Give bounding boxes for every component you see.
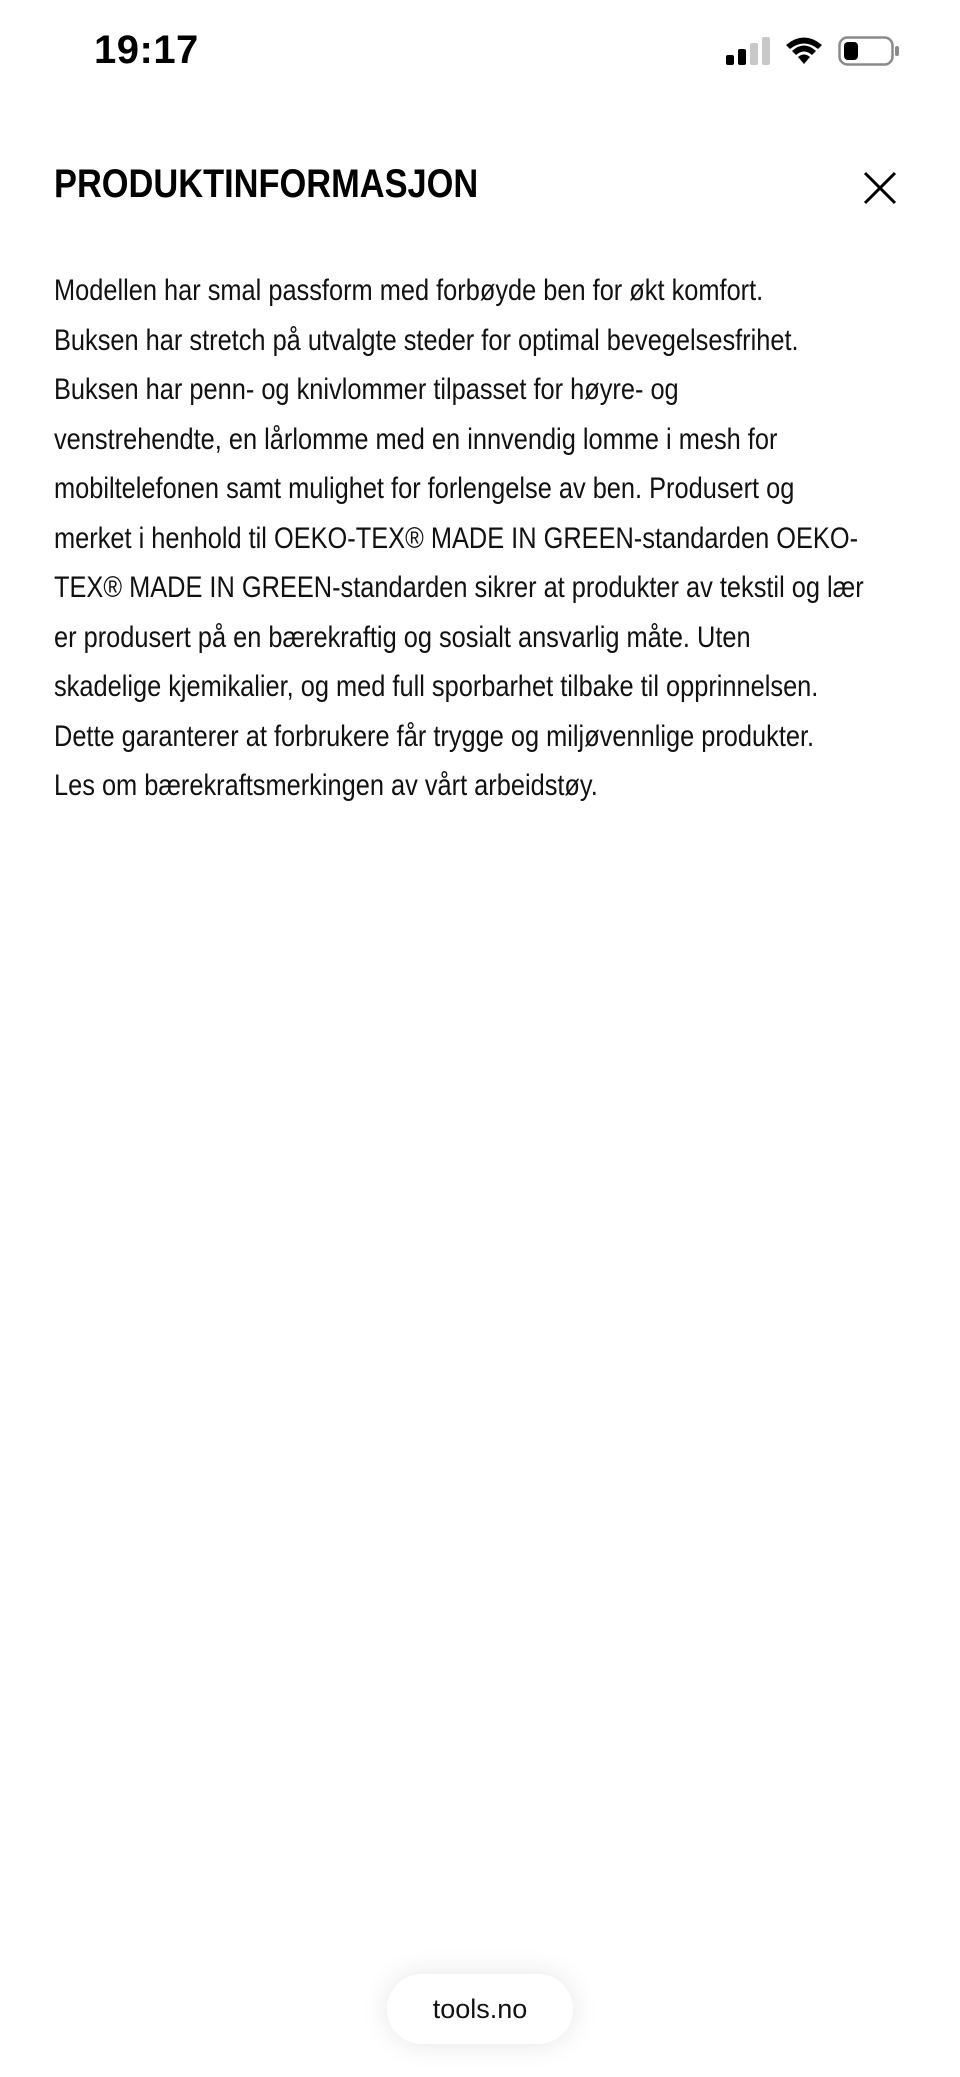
- signal-icon: [726, 37, 770, 65]
- wifi-icon: [784, 36, 824, 66]
- close-icon: [863, 171, 897, 205]
- description-line: Buksen har stretch på utvalgte steder for optimal bevegelsesfrihet.: [54, 323, 799, 357]
- page-title: PRODUKTINFORMASJON: [54, 162, 479, 206]
- battery-icon: [838, 36, 900, 66]
- description-line: er produsert på en bærekraftig og sosialt ansvarlig måte. Uten: [54, 620, 751, 654]
- description-line: TEX® MADE IN GREEN-standarden sikrer at produkter av tekstil og lær: [54, 571, 864, 604]
- status-bar: [0, 0, 960, 110]
- close-button[interactable]: [854, 162, 906, 214]
- description-line: venstrehendte, en lårlomme med en innvendig lomme i mesh for: [54, 422, 778, 456]
- description-line: skadelige kjemikalier, og med full sporbarhet tilbake til opprinnelsen.: [54, 670, 819, 703]
- status-time: 19:17: [94, 28, 199, 72]
- description-line: Dette garanterer at forbrukere får trygge og miljøvennlige produkter.: [54, 719, 815, 753]
- address-bar-url[interactable]: tools.no: [387, 1974, 573, 2044]
- product-description: [54, 266, 905, 811]
- status-icons: [726, 36, 900, 66]
- description-line: Les om bærekraftsmerkingen av vårt arbeidstøy.: [54, 769, 598, 802]
- sheet-header: [54, 160, 906, 216]
- description-line: Buksen har penn- og knivlommer tilpasset for høyre- og: [54, 373, 679, 406]
- description-line: mobiltelefonen samt mulighet for forlengelse av ben. Produsert og: [54, 472, 795, 505]
- description-line: Modellen har smal passform med forbøyde ben for økt komfort.: [54, 274, 764, 307]
- description-line: merket i henhold til OEKO-TEX® MADE IN GREEN-standarden OEKO-: [54, 521, 859, 555]
